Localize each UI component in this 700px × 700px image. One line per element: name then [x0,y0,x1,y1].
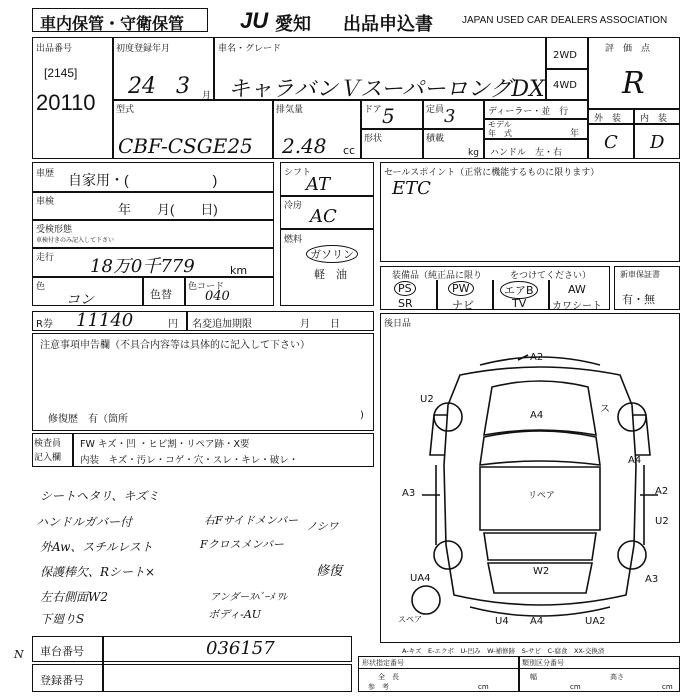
receive-label: 受検形態 [36,225,73,235]
mark-a3-rear-right: A3 [645,574,659,585]
corner-mark: N [14,648,24,661]
year-unit: 年 [570,129,580,139]
right-note-2: ノシワ [306,520,339,533]
inspect-label: 車検 [36,197,55,207]
inspector-label: 検査員 記入欄 [34,439,62,463]
org-name: 愛知 [275,14,311,34]
note-line-5: 左右側面W2 [40,590,108,604]
height-label: 高さ [610,673,624,681]
month-unit: 月 [202,91,212,101]
equip-pw: PW [448,281,474,296]
color-label: 色 [36,282,46,292]
note-line-6: 下廻りS [40,612,85,626]
mark-repair-roof: リペア [528,491,555,501]
fw-line: FW キズ・凹 ・ヒビ割・リペア跡・X要 [80,439,250,450]
mileage-label: 走行 [36,253,55,263]
sales-label: セールスポイント（正常に機能するものに限ります） [384,168,600,178]
color-swap-label: 色替 [150,288,172,301]
chassis-number: 036157 [206,638,275,659]
deadline-label: 名変追加期限 [192,319,252,330]
reg-label: 初度登録年月 [116,44,171,54]
type-label: 型式 [116,105,135,115]
length-label: 全 長 [378,673,399,681]
note-line-2: ハンドルガバー付 [36,515,133,529]
disp-label: 排気量 [276,105,304,115]
org-name-en: JAPAN USED CAR DEALERS ASSOCIATION [462,15,668,26]
km-unit: km [230,264,248,277]
reg-year: 24 [128,74,156,99]
lot-label: 出品番号 [36,44,73,54]
header-title-left: 車内保管・守衛保管 [40,16,185,33]
lot-sub: [2145] [44,66,78,80]
cc-unit: cc [343,144,356,157]
reg-number-label: 登録番号 [40,674,84,687]
sales-value: ETC [392,178,431,199]
displacement: 2.48 [282,134,327,158]
mark-u2-right: U2 [655,516,669,527]
int-grade: D [650,132,665,153]
cap-label: 定員 [426,105,445,115]
spare-label: スペア [398,615,422,624]
receive-sub: 車検付きのみ記入して下さい [36,237,115,244]
note-line-1: シートヘタリ、キズミ [40,489,160,503]
shape-label: 形状 [364,134,383,144]
mark-su: ス [600,404,610,415]
equip-aw: AW [568,283,586,296]
name-label: 車名・グレード [218,44,282,54]
right-note-5: アンダーｽﾍﾞｰﾒ ﾜﾚ [210,592,288,603]
mark-a3-left: A3 [402,488,416,499]
drive-2wd: 2WD [553,50,577,61]
ext-grade: C [604,132,618,153]
capacity: 3 [444,106,456,127]
ext-label: 外 装 [594,114,622,124]
mileage: 18万0千779 [90,256,195,277]
warranty-value: 有・無 [622,293,655,306]
shift-value: AT [306,174,331,195]
right-note-3: Fクロスメンバー [200,538,284,551]
door-label: ドア [364,105,382,115]
ac-value: AC [310,206,337,227]
mark-w2-rear: W2 [533,566,550,577]
history-label: 車歴 [36,169,55,179]
model-year-label: モデル 年 式 [488,120,512,138]
right-note-4: 修復 [316,564,343,579]
ac-label: 冷房 [284,201,303,211]
fuel-label: 燃料 [284,235,303,245]
chassis-label: 車台番号 [40,645,84,658]
equip-seat: カワシート [552,301,602,312]
after-label: 後日品 [384,319,412,329]
width-label: 幅 [530,673,537,681]
equip-airbag: エアB [500,281,538,299]
mark-a4-side: A4 [628,455,642,466]
note-line-4: 保護棒欠、Rシート× [40,565,156,579]
yen-unit: 円 [168,319,178,330]
repair-label: 修復歴 有（箇所 [48,414,128,425]
equip-label2: をつけてください） [510,271,592,281]
code-legend: A-キズ E-エクボ U-凹み W-補修跡 S-サビ C-腐食 XX-交換済 [402,647,605,655]
length-cm: cm [478,683,489,691]
handle-label: ハンドル 左・右 [490,148,563,158]
equip-tv: TV [512,297,527,310]
equip-ps: PS [394,281,416,296]
lot-number: 20110 [36,90,96,115]
right-note-1: 右Fサイドメンバー [204,514,298,527]
interior-line: 内装 キズ・汚レ・コゲ・穴・スレ・キレ・破レ・ [80,455,299,466]
mark-a4-hood: A4 [530,410,544,421]
mark-ua4: UA4 [410,573,431,584]
ju-logo: JU [240,8,269,33]
inspect-value: 年 月( 日) [118,202,218,217]
mark-a2-right: A2 [655,486,669,497]
eval-label: 評 価 点 [605,44,651,54]
equip-navi: ナビ [452,299,474,312]
r-coupon-value: 11140 [76,310,134,331]
color-code: 040 [205,289,230,304]
form-title: 出品申込書 [343,14,433,34]
doors: 5 [382,104,395,128]
mark-u2-left: U2 [420,394,434,405]
cert-label: 形状指定番号 [362,659,404,667]
fuel-gasoline: ガソリン [306,245,358,263]
mark-a4-bottom: A4 [530,616,544,627]
color: コン [66,292,94,308]
drive-4wd: 4WD [553,80,577,91]
r-coupon-label: R券 [36,319,53,330]
equip-sr: SR [398,297,413,310]
kg-unit: kg [468,148,479,158]
mark-u4: U4 [495,616,509,627]
mark-a2-top: A2 [530,352,544,363]
color-code-label: 色コード [188,282,225,292]
int-label: 内 装 [640,114,668,124]
eval-score: R [622,66,645,101]
fuel-diesel: 軽 油 [314,268,347,281]
mark-ua2: UA2 [585,616,606,627]
notes-label: 注意事項申告欄（不具合内容等は具体的に記入して下さい） [40,340,310,351]
warranty-label: 新車保証書 [620,270,660,279]
model-code: CBF-CSGE25 [118,134,253,158]
load-label: 積載 [426,134,445,144]
equip-label: 装備品（純正品に限り [392,271,483,281]
shift-label: シフト [284,168,312,178]
cert-cat-label: 類別区分番号 [522,659,564,667]
deadline-value: 月 日 [300,319,340,330]
width-cm: cm [570,683,581,691]
note-line-3: 外Aw、スチルレスト [40,540,153,554]
car-name: キャラバンＶスーパーロングDX [228,77,545,102]
reg-month: 3 [176,74,190,99]
height-cm: cm [662,683,673,691]
ref-label: 参 考 [368,683,389,691]
history-value: 自家用・( ) [68,172,218,188]
repair-end: ) [360,410,364,421]
right-note-6: ボディ-AU [208,608,262,621]
dealer-label: ディーラー・並 行 [488,107,569,117]
